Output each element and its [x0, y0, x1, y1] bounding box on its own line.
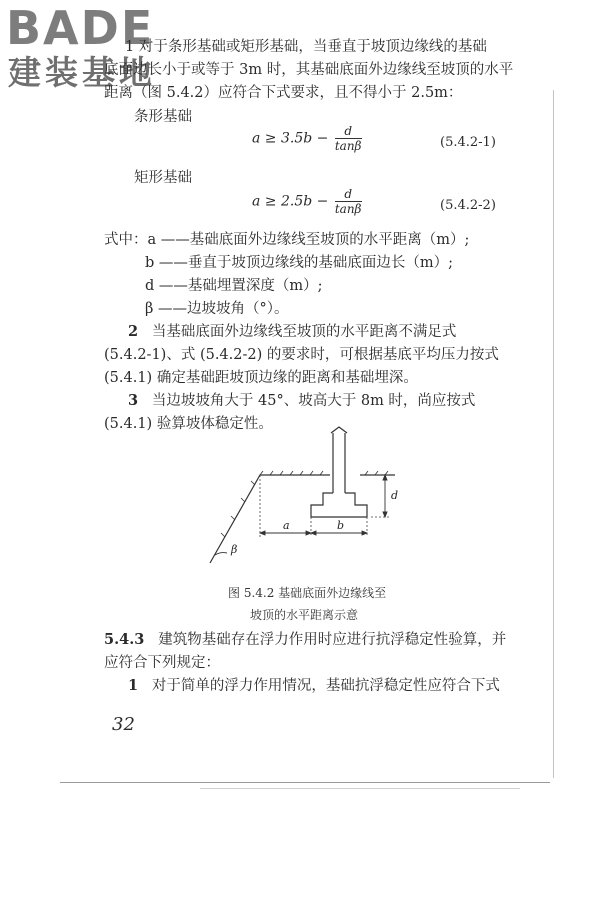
where-line: d ——基础埋置深度（m）;	[145, 278, 323, 294]
fraction-numerator: d	[344, 124, 353, 138]
formula-fraction	[335, 187, 362, 216]
paragraph-line: (5.4.1) 确定基础距坡顶边缘的距离和基础埋深。	[104, 370, 418, 386]
slope-angle-label: β	[231, 543, 238, 556]
paragraph-line: 1 对于条形基础或矩形基础，当垂直于坡顶边缘线的基础	[125, 39, 487, 55]
equation-number: (5.4.2-1)	[440, 135, 496, 150]
item-text: 当基础底面外边缘线至坡顶的水平距离不满足式	[151, 324, 457, 340]
formula-fraction	[335, 124, 362, 153]
fraction-denominator: tanβ	[334, 139, 362, 153]
dimension-label-b: b	[337, 519, 345, 532]
dimension-label-a: a	[283, 519, 290, 532]
fraction-numerator: d	[344, 187, 353, 201]
dimension-label-d: d	[391, 489, 399, 502]
foundation-slope-figure	[205, 425, 405, 567]
scan-edge-line-bottom	[60, 782, 550, 783]
figure-caption-line-1: 图 5.4.2 基础底面外边缘线至	[228, 586, 387, 600]
column-outline	[333, 433, 345, 493]
depth-extension-lines	[371, 475, 389, 517]
paragraph-line: 应符合下列规定：	[104, 655, 220, 671]
paragraph-line	[128, 676, 500, 696]
section-heading-line	[104, 630, 506, 650]
rect-foundation-label: 矩形基础	[134, 170, 192, 186]
paragraph-line	[128, 391, 475, 411]
logo-chinese-text: 建装基地	[8, 53, 156, 92]
paragraph-line: 距离（图 5.4.2）应符合下式要求，且不得小于 2.5m：	[104, 85, 463, 101]
formula-5-4-2-2	[252, 187, 362, 216]
scan-edge-line-right	[553, 90, 554, 778]
stepped-footing-outline	[311, 493, 367, 517]
page-number: 32	[112, 714, 135, 735]
item-number: 2	[128, 323, 139, 340]
column-break-mark	[331, 427, 347, 433]
slope-angle-arc	[215, 553, 227, 555]
where-line: 式中：a ——基础底面外边缘线至坡顶的水平距离（m）;	[104, 232, 470, 248]
figure-caption-line-2: 坡顶的水平距离示意	[250, 608, 359, 622]
formula-lhs: a ≥ 2.5b −	[252, 193, 329, 210]
paragraph-line: (5.4.2-1)、式 (5.4.2-2) 的要求时，可根据基底平均压力按式	[104, 347, 499, 363]
paragraph-line	[128, 322, 456, 342]
where-line: β ——边坡坡角（°）。	[145, 301, 289, 317]
logo-latin-text: BADE	[6, 1, 155, 55]
section-number: 5.4.3	[104, 631, 145, 648]
section-text: 建筑物基础存在浮力作用时应进行抗浮稳定性验算，并	[158, 632, 507, 648]
equation-number: (5.4.2-2)	[440, 198, 496, 213]
slope-ground-line	[210, 475, 330, 563]
item-text: 对于简单的浮力作用情况，基础抗浮稳定性应符合下式	[151, 678, 500, 694]
slope-hatching	[221, 481, 255, 537]
formula-5-4-2-1	[252, 124, 362, 153]
item-number: 3	[128, 392, 139, 409]
where-line: b ——垂直于坡顶边缘线的基础底面边长（m）;	[145, 255, 454, 271]
formula-lhs: a ≥ 3.5b −	[252, 130, 329, 147]
paragraph-line: 底面边长小于或等于 3m 时，其基础底面外边缘线至坡顶的水平	[104, 62, 514, 78]
paragraph-line: (5.4.1) 验算坡体稳定性。	[104, 416, 273, 432]
item-number: 1	[128, 677, 139, 694]
fraction-denominator: tanβ	[334, 202, 362, 216]
scan-edge-line-bottom-secondary	[200, 788, 520, 789]
strip-foundation-label: 条形基础	[134, 109, 192, 125]
ground-hatching	[260, 471, 388, 475]
item-text: 当边坡坡角大于 45°、坡高大于 8m 时，尚应按式	[151, 393, 476, 409]
